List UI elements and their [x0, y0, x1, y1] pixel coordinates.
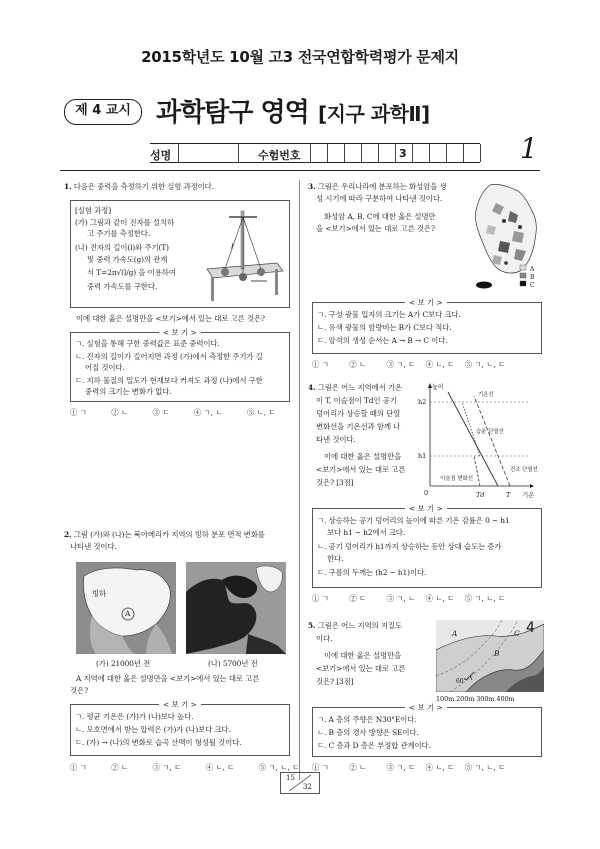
q1-choice-1[interactable]: ① ㄱ — [70, 408, 87, 417]
q3-choices — [312, 359, 505, 370]
q2-bogi-box: < 보 기 > ㄱ. 평균 기온은 (가)가 (나)보다 높다. ㄴ. 모호면에서 받는 압력은 (가)가 (나)보다 크다. ㄷ. (가) → (나)의 변화로 습곡 산맥이 형성될 것이다. — [70, 704, 290, 756]
q4-choice-2[interactable]: ② ㄷ — [349, 594, 367, 603]
q2-choice-4[interactable]: ④ ㄴ, ㄷ — [205, 763, 235, 772]
session-badge: 제 4 교시 — [64, 99, 142, 125]
q4-tick-td: Td — [476, 491, 485, 499]
q1-question: 이에 대한 옳은 설명만을 <보기>에서 있는 대로 고른 것은? — [76, 314, 265, 323]
q4-x-axis-label: 기온 — [522, 491, 535, 499]
exam-no-digit: 3 — [399, 147, 407, 160]
q4-tick-t: T — [506, 491, 511, 499]
name-exam-bar — [150, 143, 480, 163]
page-counter-current: 15 — [286, 774, 295, 782]
q5-choice-3[interactable]: ③ ㄱ, ㄷ — [386, 763, 416, 772]
q1-stem: 1. 다음은 중력을 측정하기 위한 실험 과정이다. — [64, 182, 214, 191]
q4-choice-4[interactable]: ④ ㄴ, ㄷ — [425, 594, 455, 603]
q4-y-axis-label: 높이 — [432, 384, 444, 391]
q3-legend-c: C — [530, 282, 535, 289]
pendulum-figure — [203, 207, 285, 303]
subject-title: 과학탐구 영역 — [156, 98, 309, 128]
q5-label-a: A — [452, 629, 458, 638]
q2-choice-2[interactable]: ② ㄴ — [111, 763, 129, 772]
q4-choice-3[interactable]: ③ ㄱ, ㄴ — [386, 594, 416, 603]
subject-subtitle: [지구 과학Ⅱ] — [318, 102, 430, 126]
q1-choice-3[interactable]: ③ ㄷ — [152, 408, 170, 417]
q5-scale: 100m 200m 300m 400m — [436, 695, 515, 703]
q3-stem: 3. 그림은 우리나라에 분포하는 화성암을 생 — [308, 182, 447, 191]
q1-bogi-box: < 보 기 > ㄱ. 실험을 통해 구한 중력값은 표준 중력이다. ㄴ. 진자의 길이가 길어지면 과정 (가)에서 측정한 주기가 길 어질 것이다. ㄷ. 지하 물질의 밀도가 현재보다 커져도 과정 (나)에서 구한 중력의 크기는 변화가 없다. — [70, 332, 290, 402]
q5-choice-1[interactable]: ① ㄱ — [312, 763, 329, 772]
q4-tick-origin: 0 — [424, 489, 429, 497]
q1-choice-4[interactable]: ④ ㄱ, ㄴ — [193, 408, 223, 417]
q2-choice-1[interactable]: ① ㄱ — [70, 763, 87, 772]
name-field[interactable] — [178, 144, 239, 162]
q5-label-b: B — [494, 649, 500, 658]
pendulum-length-label: l — [231, 242, 234, 251]
q2-map-ga — [76, 562, 176, 654]
q5-bogi-box: < 보 기 > ㄱ. A 층의 주향은 N30°E이다. ㄴ. B 층의 경사 방향은 SE이다. ㄷ. C 층과 D 층은 부정합 관계이다. — [312, 707, 542, 757]
q1-choice-5[interactable]: ⑤ ㄴ, ㄷ — [246, 408, 276, 417]
q5-label-4: 4 — [526, 620, 535, 636]
q3-choice-1[interactable]: ① ㄱ — [312, 360, 329, 369]
q4-line-temp: 기온선 — [478, 392, 494, 398]
q4-choice-5[interactable]: ⑤ ㄱ, ㄴ, ㄷ — [464, 594, 506, 603]
q2-glacier-label: 빙하 — [92, 589, 107, 598]
q5-choice-5[interactable]: ⑤ ㄱ, ㄴ, ㄷ — [464, 763, 506, 772]
page-number: 1 — [520, 132, 538, 165]
q2-map-na — [186, 562, 286, 654]
q5-label-60: 60° — [456, 678, 467, 685]
q4-tick-h1: h1 — [418, 452, 427, 460]
q2-marker-a: A — [125, 609, 131, 618]
q2-stem: 2. 그림 (가)와 (나)는 북아메리카 지역의 빙하 분포 면적 변화를 — [64, 530, 265, 539]
q5-choices — [312, 762, 505, 773]
q5-stem: 5. 그림은 어느 지역의 지질도 — [308, 621, 402, 630]
q3-choice-5[interactable]: ⑤ ㄱ, ㄴ, ㄷ — [464, 360, 506, 369]
name-label: 성명 — [150, 149, 172, 162]
q4-tick-h2: h2 — [418, 398, 427, 406]
q1-procedure-box: [실험 과정] (가) 그림과 같이 진자를 설치하 고 주기를 측정한다. (나) 진자의 길이(l)와 주기(T) 및 중력 가속도(g)의 관계 식 T=2π√(l/g) 을 이용하여 중력 가속도를 구한다. l — [70, 200, 290, 308]
q1-choices — [70, 407, 298, 418]
page-counter — [280, 772, 320, 794]
q3-legend-a: A — [530, 266, 535, 273]
q4-line-dry: 건조 단열선 — [510, 467, 538, 473]
exam-no-label: 수험번호 — [258, 149, 301, 162]
q2-question: A 지역에 대한 옳은 설명만을 <보기>에서 있는 대로 고른 — [76, 674, 260, 683]
q3-choice-3[interactable]: ③ ㄱ, ㄷ — [386, 360, 416, 369]
q1-choice-2[interactable]: ② ㄴ — [111, 408, 129, 417]
q3-choice-2[interactable]: ② ㄴ — [349, 360, 367, 369]
q2-caption-na: (나) 5700년 전 — [208, 659, 258, 668]
q5-label-c: C — [514, 629, 520, 638]
q2-caption-ga: (가) 21000년 전 — [96, 659, 151, 668]
q3-bogi-box: < 보 기 > ㄱ. 구성 광물 입자의 크기는 A가 C보다 크다. ㄴ. 유색 광물의 함량비는 B가 C보다 적다. ㄷ. 암석의 생성 순서는 A → B → C 이다. — [312, 302, 542, 354]
q5-choice-4[interactable]: ④ ㄴ, ㄷ — [425, 763, 455, 772]
q4-line-moist: 습윤 단열선 — [476, 429, 504, 435]
q4-bogi-box: < 보 기 > ㄱ. 상승하는 공기 덩어리의 높이에 따른 기온 감률은 0 ~ h1 보다 h1 ~ h2에서 크다. ㄴ. 공기 덩어리가 h1까지 상승하는 동안 상대 습도는 증가 한다. ㄷ. 구름의 두께는 (h2 − h1)이다. — [312, 508, 542, 588]
q3-choice-4[interactable]: ④ ㄴ, ㄷ — [425, 360, 455, 369]
q4-stem: 4. 그림은 어느 지역에서 기온 — [308, 383, 402, 392]
q5-choice-2[interactable]: ② ㄴ — [349, 763, 367, 772]
q2-choice-5[interactable]: ⑤ ㄱ, ㄴ, ㄷ — [258, 763, 300, 772]
q4-line-dew: 이슬점 변화선 — [440, 476, 473, 482]
q2-choice-3[interactable]: ③ ㄱ, ㄷ — [152, 763, 182, 772]
q4-choice-1[interactable]: ① ㄱ — [312, 594, 329, 603]
q4-choices — [312, 593, 505, 604]
page-counter-total: 32 — [303, 783, 312, 791]
exam-title: 2015학년도 10월 고3 전국연합학력평가 문제지 — [141, 48, 459, 66]
q3-legend-b: B — [530, 274, 535, 281]
